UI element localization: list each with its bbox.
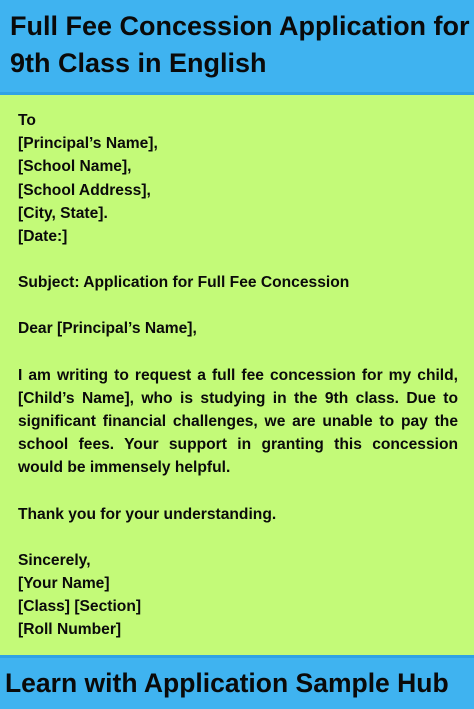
footer-text: Learn with Application Sample Hub	[5, 668, 449, 698]
recipient-address	[18, 109, 458, 248]
address-line: [School Address],	[18, 181, 151, 199]
letter-panel	[0, 92, 474, 658]
signature-line: [Your Name]	[18, 575, 110, 593]
address-line: [Principal’s Name],	[18, 135, 158, 153]
address-line: [School Name],	[18, 158, 132, 176]
signature-block	[18, 572, 458, 642]
address-line: [City, State].	[18, 204, 108, 222]
body-paragraph: I am writing to request a full fee concession for my child, [Child’s Name], who is studying in the 9th class. Due to significant financial challenges, we are unable to pay the school fees. Your support in granting this concession would be immensely helpful.	[18, 366, 458, 477]
address-line: [Date:]	[18, 228, 68, 246]
title-line-2: 9th Class in English	[10, 48, 267, 78]
thanks-line: Thank you for your understanding.	[18, 505, 277, 523]
signature-line: [Roll Number]	[18, 621, 122, 639]
footer-banner	[0, 658, 474, 709]
title-banner	[0, 0, 474, 92]
signature-line: [Class] [Section]	[18, 598, 142, 616]
subject-line: Subject: Application for Full Fee Concession	[18, 274, 350, 292]
closing: Sincerely,	[18, 551, 91, 569]
title-line-1: Full Fee Concession Application for	[10, 11, 470, 41]
address-line: To	[18, 112, 36, 129]
letter-body	[18, 109, 458, 642]
page-title	[10, 8, 470, 82]
salutation: Dear [Principal’s Name],	[18, 320, 197, 338]
